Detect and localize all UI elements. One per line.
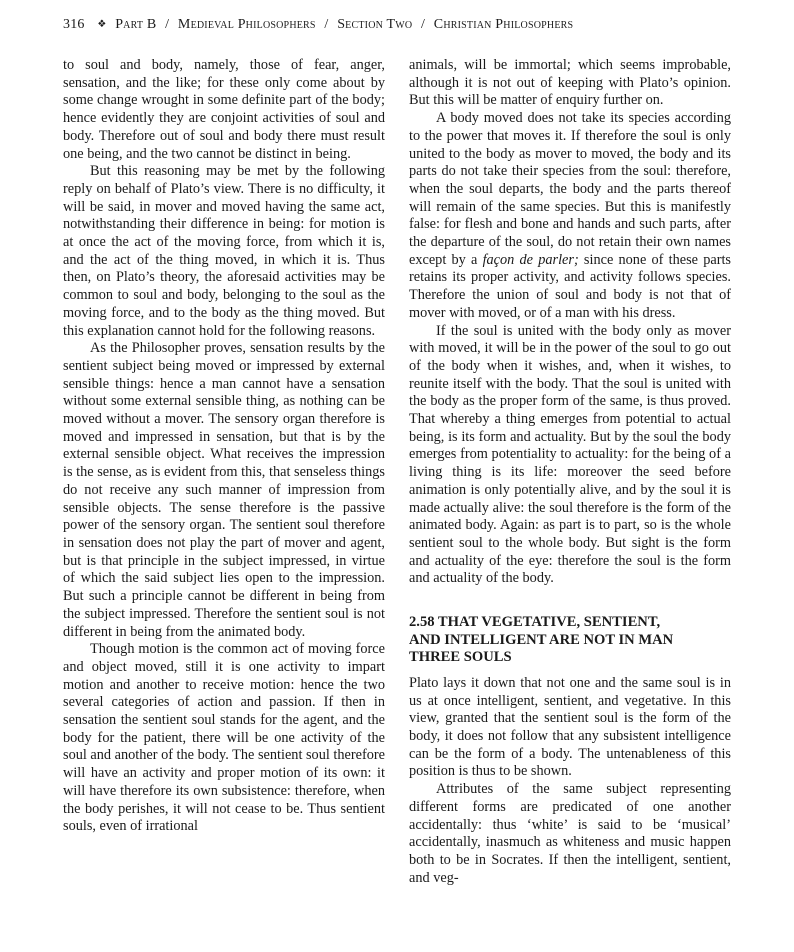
heading-line: AND INTELLIGENT ARE NOT IN MAN bbox=[409, 631, 674, 648]
paragraph: to soul and body, namely, those of fear, anger, sensation, and the like; for these only come about by some change wrought in some definite part of the body; hence evidently they are conjoint activities of soul and body. Therefore out of soul and body there must result one being, and the two cannot be distinct in being. bbox=[63, 57, 385, 162]
paragraph: animals, will be immortal; which seems improbable, although it is not out of keeping with Plato’s opinion. But this will be matter of enquiry further on. bbox=[409, 57, 731, 109]
heading-line: THREE SOULS bbox=[409, 649, 512, 666]
section-heading bbox=[409, 614, 731, 667]
right-column bbox=[409, 57, 731, 887]
header-separator: / bbox=[421, 17, 426, 32]
header-section: Medieval Philosophers bbox=[177, 17, 316, 32]
paragraph: If the soul is united with the body only as mover with moved, it will be in the power of the soul to go out of the body when it wishes, and, when it wishes, to reunite itself with the body. That the soul is united with the body as the proper form of the same, is thus proved. That whereby a thing emerges from potential to actual being, is its form and actuality. But by the soul the body emerges from potentiality to actuality: for the being of a living thing is its life: moreover the seed before animation is only potentially alive, and by the soul it is made actually alive: the soul therefore is the form of the animated body. Again: as part is to part, so is the whole sentient soul to the whole body. But sight is the form and actuality of the eye: therefore the soul is the form and actuality of the body. bbox=[409, 322, 731, 587]
left-column bbox=[63, 57, 385, 836]
paragraph: Though motion is the common act of moving force and object moved, still it is one activity to impart motion and another to receive motion: hence the two several categories of action and passion. If then in sensation the sentient soul stands for the agent, and the body for the patient, there will be one activity of the soul and another of the body. The sentient soul therefore will have an activity and proper motion of its own: it will have therefore its own subsistence: therefore, when the body perishes, it will not cease to be. Thus sentient souls, even of irrational bbox=[63, 641, 385, 835]
header-separator: / bbox=[165, 17, 170, 32]
italic-phrase: façon de parler; bbox=[482, 251, 579, 268]
page-number: 316 bbox=[63, 17, 85, 32]
paragraph: Plato lays it down that not one and the same soul is in us at once intelligent, sentient, and vegetative. In this view, granted that the sentient soul is the form of the body, it does not follow that any subsistent intelligence can be the form of a body. The untenableness of this position is thus to be shown. bbox=[409, 674, 731, 780]
header-chapter: Christian Philosophers bbox=[433, 17, 574, 32]
diamond-bullet-icon: ❖ bbox=[97, 19, 107, 30]
header-separator: / bbox=[324, 17, 329, 32]
text-run: since none of these parts retains its proper activity, and activity follows species. Therefore the union of soul and body is not that of mover with moved, or of a man with his dress. bbox=[409, 251, 731, 321]
running-header bbox=[63, 17, 743, 33]
text-run: A body moved does not take its species according to the power that moves it. If therefore the soul is only united to the body as mover to moved, the body and its parts do not take their species from the soul: therefore, when the soul departs, the body and the parts thereof will remain of the same species. But this is manifestly false: for flesh and bone and hands and such parts, after the departure of the soul, do not retain their own names except by a bbox=[409, 110, 731, 268]
paragraph: As the Philosopher proves, sensation results by the sentient subject being moved or impressed by external sensible things: hence a man cannot have a sensation without some external sensible thing, as nothing can be moved without a mover. The sensory organ therefore is moved and impressed in sensation, but that is by the external sensible object. What receives the impression is the sense, as is evident from this, that senseless things do not receive any such manner of impression from sensible objects. The sense therefore is the passive power of the sensory organ. The sentient soul therefore in sensation does not play the part of mover and agent, but is that principle in the subject impressed, in virtue of which the said subject lies open to the impression. But such a principle cannot be different in being from the subject impressed. Therefore the sentient soul is not different in being from the animated body. bbox=[63, 340, 385, 640]
paragraph: Attributes of the same subject representing different forms are predicated of one another accidentally: thus ‘white’ is said to be ‘musical’ accidentally, inasmuch as whiteness and music happen both to be in Socrates. If then the intelligent, sentient, and veg- bbox=[409, 781, 731, 886]
header-subsection: Section Two bbox=[337, 17, 413, 32]
paragraph bbox=[409, 110, 731, 322]
header-part: Part B bbox=[115, 17, 157, 32]
paragraph: But this reasoning may be met by the following reply on behalf of Plato’s view. There is no difficulty, it will be said, in mover and moved having the same act, notwithstanding their difference in being: for motion is at once the act of the moving force, from which it is, and the act of the thing moved, in which it is. Thus then, on Plato’s theory, the aforesaid activities may be common to soul and body, belonging to the soul as the moving force, and to the body as the thing moved. But this explanation cannot hold for the following reasons. bbox=[63, 163, 385, 339]
heading-line: 2.58 THAT VEGETATIVE, SENTIENT, bbox=[409, 614, 661, 631]
